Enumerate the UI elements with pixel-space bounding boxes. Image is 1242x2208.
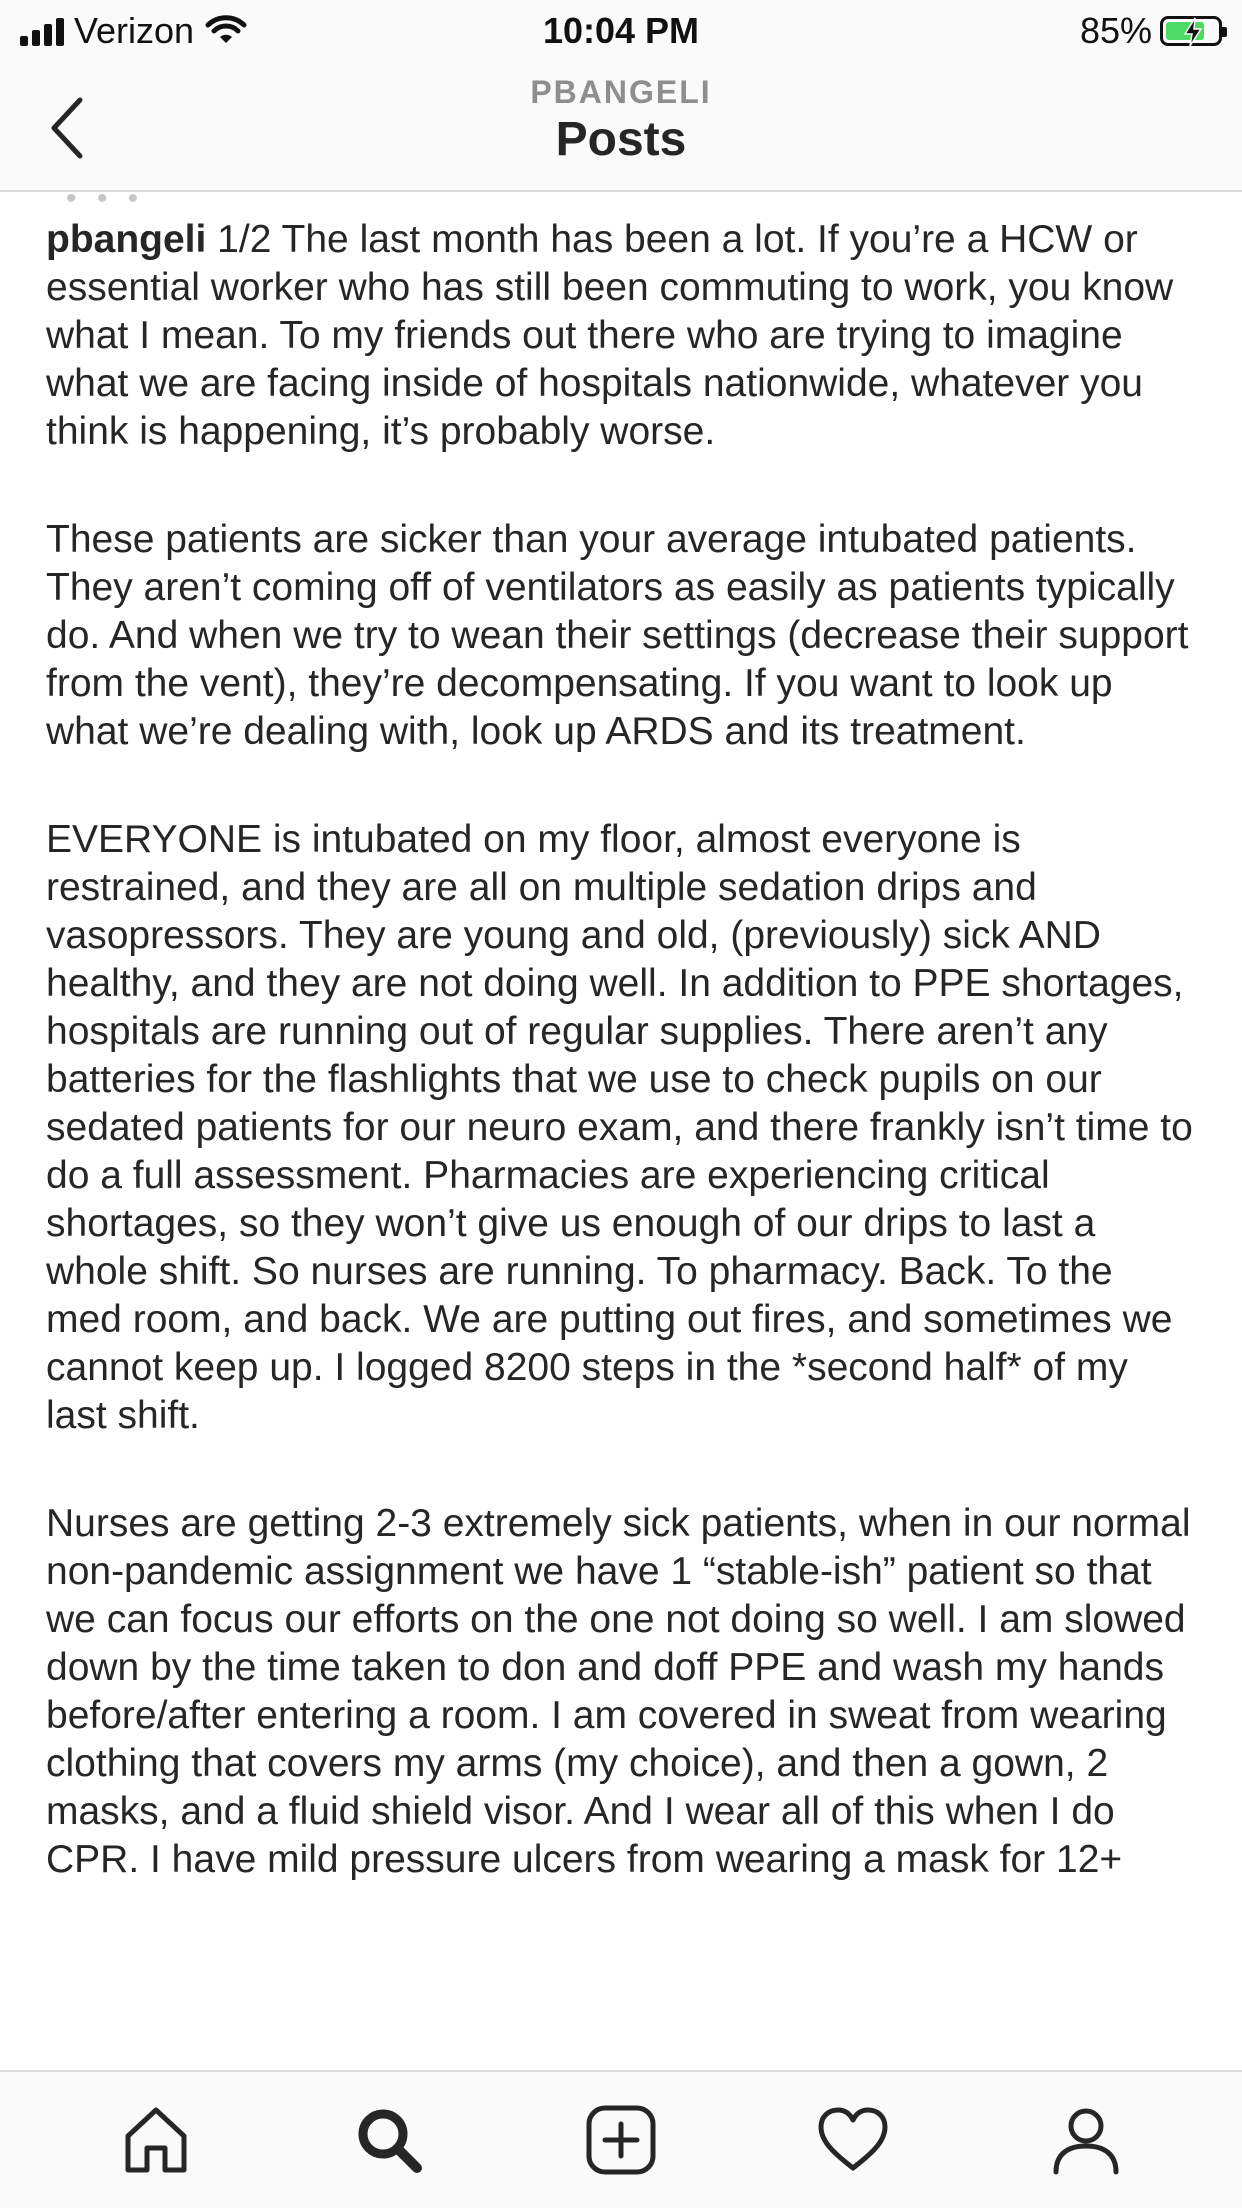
caption-paragraph-4: Nurses are getting 2-3 extremely sick patients, when in our normal non-pandemic assignment we have 1 “stable-ish” patient so that we can focus our efforts on the one not doing so well. I am slowed down by the time taken to don and doff PPE and wash my hands before/after entering a room. I am covered in sweat from wearing clothing that covers my arms (my choice), and then a gown, 2 masks, and a fluid shield visor. And I wear all of this when I do CPR. I have mild pressure ulcers from wearing a mask for 12+	[46, 1502, 1202, 1881]
caption-username[interactable]: pbangeli	[46, 218, 207, 261]
page-title: Posts	[555, 113, 687, 166]
carrier-name: Verizon	[74, 10, 195, 51]
nav-header	[0, 60, 1242, 192]
battery-cap	[1222, 27, 1227, 37]
tab-home[interactable]	[111, 2095, 201, 2185]
profile-icon	[1048, 2102, 1124, 2178]
charging-bolt-icon	[1181, 17, 1205, 47]
more-dots-icon: • • •	[66, 182, 145, 215]
tab-search[interactable]	[344, 2095, 434, 2185]
battery-percentage: 85%	[1079, 10, 1152, 51]
tab-bar	[0, 2070, 1242, 2208]
status-bar-right	[1080, 10, 1222, 52]
status-bar	[0, 0, 1242, 60]
caption-paragraph-3: EVERYONE is intubated on my floor, almost everyone is restrained, and they are all on multiple sedation drips and vasopressors. They are young and old, (previously) sick AND healthy, and they are not doing well. In addition to PPE shortages, hospitals are running out of regular supplies. There aren’t any batteries for the flashlights that we use to check pupils on our sedated patients for our neuro exam, and there frankly isn’t time to do a full assessment. Pharmacies are experiencing critical shortages, so they won’t give us enough of our drips to last a whole shift. So nurses are running. To pharmacy. Back. To the med room, and back. We are putting out fires, and sometimes we cannot keep up. I logged 8200 steps in the *second half* of my last shift.	[46, 818, 1204, 1437]
tab-new-post[interactable]	[576, 2095, 666, 2185]
caption-text-1: 1/2 The last month has been a lot. If you’re a HCW or essential worker who has still been commuting to work, you know what I mean. To my friends out there who are trying to imagine what we are facing inside of hospitals nationwide, whatever you think is happening, it’s probably worse.	[46, 218, 1185, 453]
tab-profile[interactable]	[1041, 2095, 1131, 2185]
caption-paragraph-1	[46, 216, 1196, 456]
account-name: PBANGELI	[530, 74, 712, 110]
tab-activity[interactable]	[808, 2095, 898, 2185]
post-caption	[46, 182, 1204, 2068]
caption-paragraph-2: These patients are sicker than your average intubated patients. They aren’t coming off of ventilators as easily as patients typically do. And when we try to wean their settings (decrease their support from the vent), they’re decompensating. If you want to look up what we’re dealing with, look up ARDS and its treatment.	[46, 518, 1200, 753]
status-time: 10:04 PM	[542, 10, 700, 51]
home-icon	[118, 2102, 194, 2178]
add-post-icon	[583, 2102, 659, 2178]
search-icon	[351, 2102, 427, 2178]
battery-charging-icon	[1160, 16, 1222, 46]
activity-heart-icon	[815, 2102, 891, 2178]
